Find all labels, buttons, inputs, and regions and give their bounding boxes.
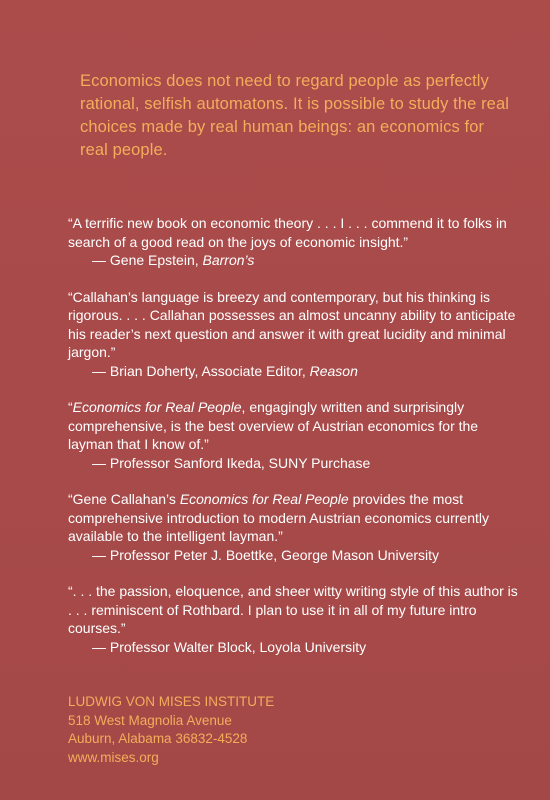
quote-text: [68, 398, 518, 454]
quote-segment: “. . . the passion, eloquence, and sheer witty writing style of this author is . . . reminiscent of Rothbard. I plan to use it in all of my future intro courses.”: [68, 583, 518, 636]
quote-segment: “A terrific new book on economic theory . . . I . . . commend it to folks in search of a good read on the joys of economic insight.”: [68, 215, 507, 250]
endorsement-quote: [68, 214, 518, 270]
quote-title-italic: Economics for Real People: [179, 491, 349, 507]
quote-text: [68, 214, 518, 251]
quote-segment: “Callahan’s language is breezy and contemporary, but his thinking is rigorous. . . . Callahan possesses an almost uncanny ability to anticipate his reader’s next question and answer it with great lucidity and minimal jargon.”: [68, 288, 516, 360]
quote-segment: “: [68, 399, 73, 415]
quote-segment: , engagingly written and surprisingly comprehensive, is the best overview of Austrian economics for the layman that I know of.”: [68, 399, 479, 452]
attribution-segment: — Brian Doherty, Associate Editor,: [92, 362, 310, 379]
publisher-name: LUDWIG VON MISES INSTITUTE: [68, 694, 275, 709]
quote-segment: “Gene Callahan’s: [68, 491, 180, 507]
endorsement-quote: [68, 398, 518, 472]
quote-text: [68, 490, 518, 546]
quote-segment: provides the most comprehensive introduction to modern Austrian economics currently available to the intelligent layman.”: [68, 491, 489, 544]
publisher-street: 518 West Magnolia Avenue: [68, 712, 232, 728]
attribution-publication: Reason: [309, 362, 358, 379]
intro-blurb: Economics does not need to regard people as perfectly rational, selfish automatons. It is possible to study the real choices made by real human beings: an economics for real people.: [80, 72, 510, 159]
quote-attribution: [68, 362, 518, 381]
quote-title-italic: Economics for Real People: [72, 399, 242, 415]
publisher-info: [68, 693, 274, 767]
endorsements: [68, 214, 518, 674]
quote-text: [68, 288, 518, 362]
attribution-publication: Barron’s: [202, 252, 255, 268]
publisher-city: Auburn, Alabama 36832-4528: [68, 731, 248, 746]
attribution-segment: — Professor Peter J. Boettke, George Mason University: [92, 546, 440, 563]
attribution-segment: — Gene Epstein,: [92, 252, 203, 268]
quote-attribution: [68, 638, 518, 657]
attribution-segment: — Professor Walter Block, Loyola University: [92, 638, 367, 655]
quote-attribution: [68, 454, 518, 473]
endorsement-quote: [68, 288, 518, 381]
endorsement-quote: [68, 582, 518, 656]
attribution-segment: — Professor Sanford Ikeda, SUNY Purchase: [92, 454, 371, 471]
endorsement-quote: [68, 490, 518, 564]
publisher-website[interactable]: www.mises.org: [68, 749, 159, 765]
quote-attribution: [68, 546, 518, 565]
quote-text: [68, 582, 518, 638]
quote-attribution: [68, 251, 518, 270]
